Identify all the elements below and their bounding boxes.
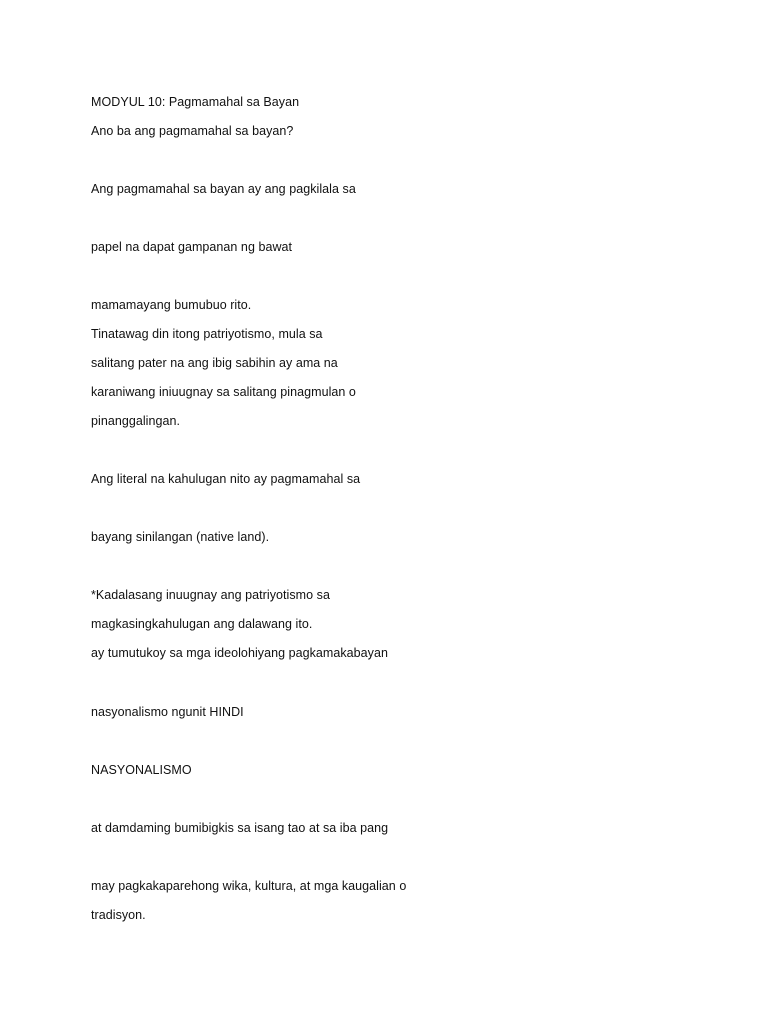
text-line: nasyonalismo ngunit HINDI	[91, 705, 244, 719]
text-line: Tinatawag din itong patriyotismo, mula sa	[91, 327, 323, 341]
text-line: *Kadalasang inuugnay ang patriyotismo sa	[91, 588, 330, 602]
text-line: mamamayang bumubuo rito.	[91, 298, 252, 312]
text-line: magkasingkahulugan ang dalawang ito.	[91, 617, 313, 631]
text-line: tradisyon.	[91, 908, 146, 922]
module-title: MODYUL 10: Pagmamahal sa Bayan	[91, 95, 300, 109]
question-heading: Ano ba ang pagmamahal sa bayan?	[91, 124, 294, 138]
text-line: papel na dapat gampanan ng bawat	[91, 240, 293, 254]
text-line: karaniwang iniuugnay sa salitang pinagmulan o	[91, 385, 356, 399]
text-line: bayang sinilangan (native land).	[91, 530, 270, 544]
section-heading: NASYONALISMO	[91, 763, 192, 777]
text-line: at damdaming bumibigkis sa isang tao at sa iba pang	[91, 821, 389, 835]
text-line: ay tumutukoy sa mga ideolohiyang pagkamakabayan	[91, 646, 388, 660]
text-line: Ang pagmamahal sa bayan ay ang pagkilala sa	[91, 182, 356, 196]
text-line: salitang pater na ang ibig sabihin ay ama na	[91, 356, 338, 370]
text-line: may pagkakaparehong wika, kultura, at mga kaugalian o	[91, 879, 407, 893]
text-line: pinanggalingan.	[91, 414, 181, 428]
text-line: Ang literal na kahulugan nito ay pagmamahal sa	[91, 472, 361, 486]
